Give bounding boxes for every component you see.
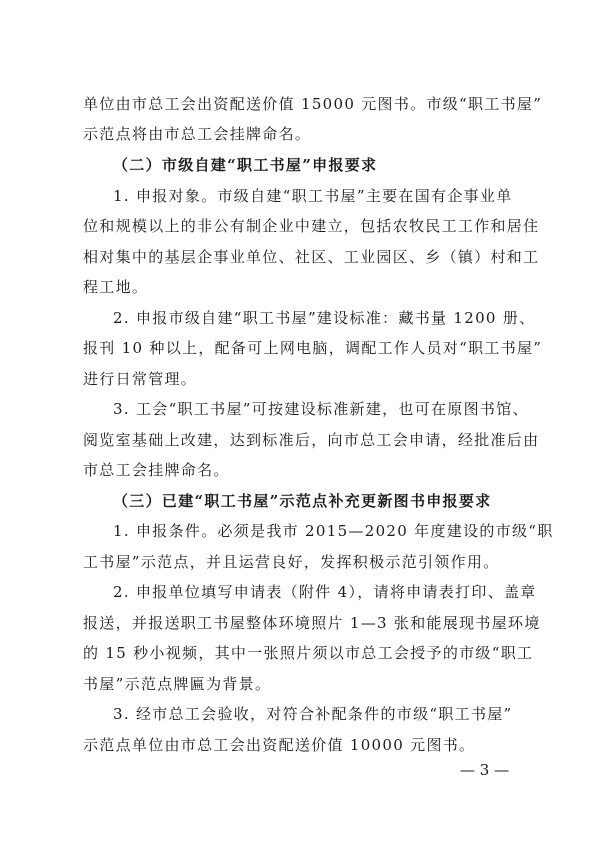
paragraph-line: 3. 工会“职工书屋”可按建设标准新建，也可在原图书馆、 xyxy=(113,400,529,418)
section-heading: （二）市级自建“职工书屋”申报要求 xyxy=(113,156,378,174)
paragraph-line: 书屋”示范点牌匾为背景。 xyxy=(83,675,272,693)
paragraph-line: 市总工会挂牌命名。 xyxy=(83,461,230,479)
paragraph-line: 位和规模以上的非公有制企业中建立，包括农牧民工工作和居住 xyxy=(83,217,540,235)
paragraph-line: 单位由市总工会出资配送价值 15000 元图书。市级“职工书屋” xyxy=(83,95,543,113)
section-heading: （三）已建“职工书屋”示范点补充更新图书申报要求 xyxy=(113,492,492,510)
paragraph-line: 1. 申报条件。必须是我市 2015—2020 年度建设的市级“职 xyxy=(113,522,554,540)
paragraph-line: 1. 申报对象。市级自建“职工书屋”主要在国有企事业单 xyxy=(113,187,513,205)
paragraph-line: 进行日常管理。 xyxy=(83,370,198,388)
paragraph-line: 3. 经市总工会验收，对符合补配条件的市级“职工书屋” xyxy=(113,705,513,723)
paragraph-line: 报送，并报送职工书屋整体环境照片 1—3 张和能展现书屋环境 xyxy=(83,614,541,632)
paragraph-line: 示范点单位由市总工会出资配送价值 10000 元图书。 xyxy=(83,736,476,754)
paragraph-line: 示范点将由市总工会挂牌命名。 xyxy=(83,125,312,143)
page-number: — 3 — xyxy=(460,761,510,779)
paragraph-line: 程工地。 xyxy=(83,278,149,296)
paragraph-line: 工书屋”示范点，并且运营良好，发挥积极示范引领作用。 xyxy=(83,553,500,571)
paragraph-line: 2. 申报单位填写申请表（附件 4），请将申请表打印、盖章 xyxy=(113,583,537,601)
paragraph-line: 的 15 秒小视频，其中一张照片须以市总工会授予的市级“职工 xyxy=(83,644,534,662)
paragraph-line: 2. 申报市级自建“职工书屋”建设标准：藏书量 1200 册、 xyxy=(113,309,536,327)
paragraph-line: 相对集中的基层企事业单位、社区、工业园区、乡（镇）村和工 xyxy=(83,248,540,266)
paragraph-line: 阅览室基础上改建，达到标准后，向市总工会申请，经批准后由 xyxy=(83,431,540,449)
paragraph-line: 报刊 10 种以上，配备可上网电脑，调配工作人员对“职工书屋” xyxy=(83,339,543,357)
